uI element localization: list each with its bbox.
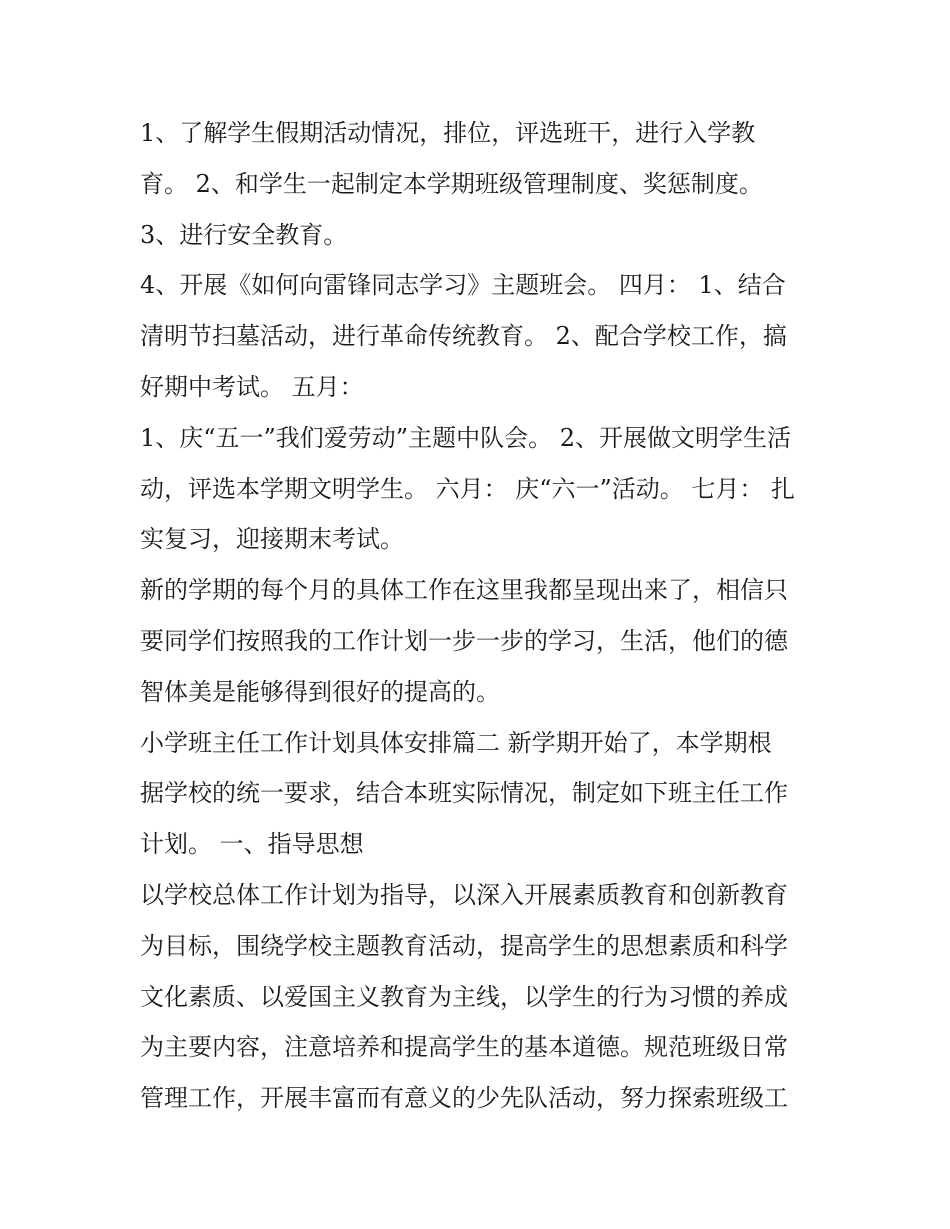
text-line: 文化素质、以爱国主义教育为主线，以学生的行为习惯的养成 (140, 982, 788, 1011)
text-line: 为主要内容，注意培养和提高学生的基本道德。规范班级日常 (140, 1033, 788, 1062)
text-line: 清明节扫墓活动，进行革命传统教育。 2、配合学校工作，搞 (140, 322, 787, 351)
text-line: 好期中考试。 五月： (140, 372, 364, 401)
text-line: 实复习，迎接期末考试。 (140, 525, 404, 554)
text-line: 4、开展《如何向雷锋同志学习》主题班会。 四月： 1、结合 (140, 271, 786, 300)
text-line: 智体美是能够得到很好的提高的。 (140, 677, 500, 706)
text-line: 要同学们按照我的工作计划一步一步的学习，生活，他们的德 (140, 626, 788, 655)
text-line: 以学校总体工作计划为指导，以深入开展素质教育和创新教育 (140, 880, 788, 909)
text-line: 管理工作，开展丰富而有意义的少先队活动，努力探索班级工 (140, 1084, 788, 1113)
text-line: 据学校的统一要求，结合本班实际情况，制定如下班主任工作 (140, 779, 788, 808)
document-body (140, 108, 820, 1124)
text-line: 动，评选本学期文明学生。 六月： 庆“六一”活动。 七月： 扎 (140, 474, 796, 503)
text-line: 1、庆“五一”我们爱劳动”主题中队会。 2、开展做文明学生活 (140, 423, 791, 452)
text-line: 1、了解学生假期活动情况，排位，评选班干，进行入学教 (140, 119, 756, 147)
text-line: 为目标，围绕学校主题教育活动，提高学生的思想素质和科学 (140, 931, 788, 960)
text-line: 育。 2、和学生一起制定本学期班级管理制度、奖惩制度。 (140, 169, 763, 198)
text-line: 小学班主任工作计划具体安排篇二 新学期开始了，本学期根 (140, 728, 772, 757)
text-line: 计划。 一、指导思想 (140, 830, 364, 859)
text-line: 新的学期的每个月的具体工作在这里我都呈现出来了，相信只 (140, 576, 788, 605)
text-line: 3、进行安全教育。 (140, 220, 348, 249)
